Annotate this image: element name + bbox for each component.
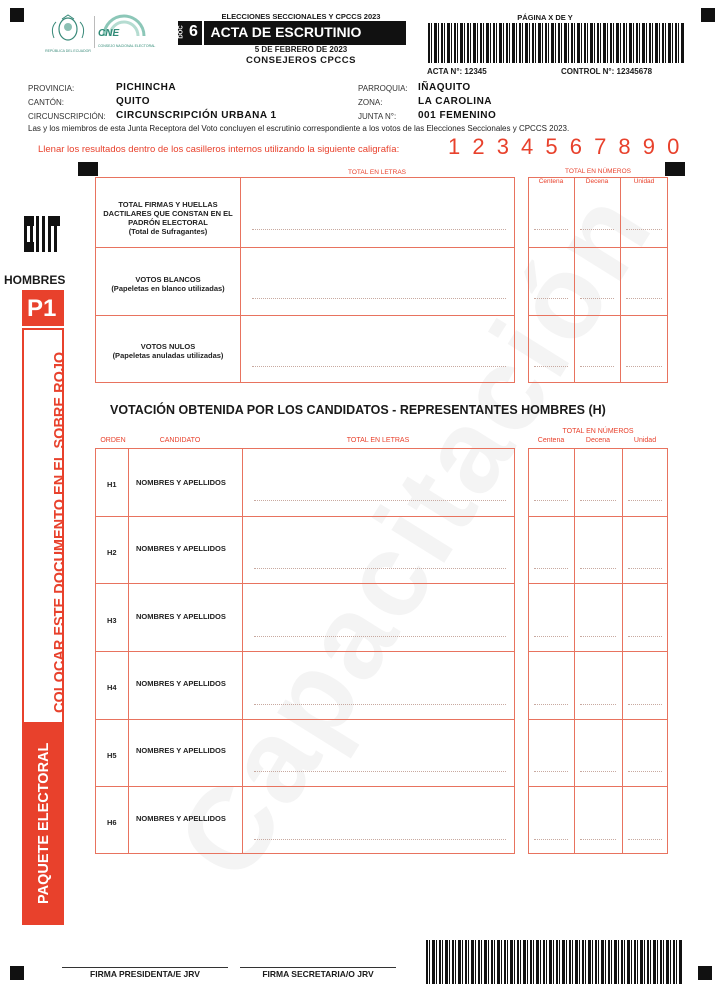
cne-logo xyxy=(98,14,156,52)
cand-order-h6: H6 xyxy=(107,818,117,827)
summary-divider xyxy=(240,177,241,383)
summary-row-subtitle: (Papeletas en blanco utilizadas) xyxy=(111,284,225,293)
calligraphy-digits: 1 2 3 4 5 6 7 8 9 0 xyxy=(448,134,683,159)
corner-marker-bottom-left xyxy=(10,966,24,980)
cand-decena-field-h1[interactable] xyxy=(580,500,616,501)
cand-name-h5: NOMBRES Y APELLIDOS xyxy=(136,746,226,755)
p1-badge xyxy=(22,290,64,326)
cand-unidad-field-h6[interactable] xyxy=(628,839,662,840)
blancos-unidad-field[interactable] xyxy=(626,298,662,299)
summary-decena-header: Decena xyxy=(585,178,609,185)
cand-centena-field-h5[interactable] xyxy=(534,771,568,772)
cand-num-row-line xyxy=(528,516,668,517)
summary-row-subtitle: (Papeletas anuladas utilizadas) xyxy=(112,351,224,360)
cand-name-h1: NOMBRES Y APELLIDOS xyxy=(136,478,226,487)
cand-order-h1: H1 xyxy=(107,480,117,489)
candidates-section-title: VOTACIÓN OBTENIDA POR LOS CANDIDATOS - REPRESENTANTES HOMBRES (H) xyxy=(110,403,606,417)
ecuador-logo-caption: REPÚBLICA DEL ECUADOR xyxy=(45,49,91,53)
summary-row-subtitle: (Total de Sufragantes) xyxy=(128,227,208,236)
calligraphy-instruction: Llenar los resultados dentro de los casilleros internos utilizando la siguiente caligrafía: xyxy=(38,144,400,155)
acta-number: ACTA N°: 12345 xyxy=(427,67,487,76)
sufragantes-centena-field[interactable] xyxy=(534,229,568,230)
blancos-decena-field[interactable] xyxy=(580,298,614,299)
summary-num-row-2 xyxy=(528,315,668,316)
dignity-title: CONSEJEROS CPCCS xyxy=(246,55,356,66)
junta-value: 001 FEMENINO xyxy=(418,110,497,121)
top-barcode xyxy=(428,23,685,63)
cand-decena-field-h2[interactable] xyxy=(580,568,616,569)
cne-logo-text: CNE xyxy=(98,28,120,39)
canton-label: CANTÓN: xyxy=(28,98,64,107)
summary-row-title: TOTAL FIRMAS Y HUELLAS DACTILARES QUE CONSTAN EN EL PADRÓN ELECTORAL xyxy=(103,200,233,227)
signature-line-secretaria[interactable] xyxy=(240,967,396,968)
corner-marker-bottom-right xyxy=(698,966,712,980)
doc-badge-label: DOC xyxy=(178,25,185,39)
cand-letras-field-h3[interactable] xyxy=(254,636,506,637)
circunscripcion-value: CIRCUNSCRIPCIÓN URBANA 1 xyxy=(116,110,277,121)
cand-name-h3: NOMBRES Y APELLIDOS xyxy=(136,612,226,621)
summary-numbers-table xyxy=(528,177,668,383)
ecuador-coat-of-arms-logo xyxy=(44,14,92,52)
nulos-unidad-field[interactable] xyxy=(626,366,662,367)
sobre-rojo-vertical-text: COLOCAR ESTE DOCUMENTO EN EL SOBRE ROJO xyxy=(52,351,68,713)
election-title: ELECCIONES SECCIONALES Y CPCCS 2023 xyxy=(221,12,381,21)
cand-total-letras-header: TOTAL EN LETRAS xyxy=(346,437,410,444)
cand-total-numeros-header: TOTAL EN NÚMEROS xyxy=(562,428,634,435)
circunscripcion-label: CIRCUNSCRIPCIÓN: xyxy=(28,112,106,121)
cand-candidato-header: CANDIDATO xyxy=(159,437,201,444)
page-indicator: PÁGINA X DE Y xyxy=(517,13,573,22)
cand-decena-field-h4[interactable] xyxy=(580,704,616,705)
qr-code xyxy=(24,216,60,252)
cand-centena-field-h6[interactable] xyxy=(534,839,568,840)
junta-label: JUNTA N°: xyxy=(358,112,397,121)
cand-name-h6: NOMBRES Y APELLIDOS xyxy=(136,814,226,823)
blancos-centena-field[interactable] xyxy=(534,298,568,299)
provincia-label: PROVINCIA: xyxy=(28,84,75,93)
sufragantes-unidad-field[interactable] xyxy=(626,229,662,230)
cand-name-h2: NOMBRES Y APELLIDOS xyxy=(136,544,226,553)
summary-row-line-1 xyxy=(95,247,515,248)
summary-row-total-sufragantes xyxy=(98,200,238,236)
cand-centena-field-h3[interactable] xyxy=(534,636,568,637)
signature-presidenta-label: FIRMA PRESIDENTA/E JRV xyxy=(90,969,200,979)
summary-row-title: VOTOS NULOS xyxy=(140,342,196,351)
cand-letras-field-h2[interactable] xyxy=(254,568,506,569)
summary-total-numeros-header: TOTAL EN NÚMEROS xyxy=(565,168,631,175)
cand-num-row-line xyxy=(528,786,668,787)
provincia-value: PICHINCHA xyxy=(116,82,177,93)
summary-black-tab-left xyxy=(78,162,98,176)
parroquia-label: PARROQUIA: xyxy=(358,84,408,93)
cand-letras-field-h6[interactable] xyxy=(254,839,506,840)
hombres-label: HOMBRES xyxy=(4,273,66,287)
zona-label: ZONA: xyxy=(358,98,383,107)
summary-total-letras-header: TOTAL EN LETRAS xyxy=(347,169,407,176)
cand-unidad-field-h2[interactable] xyxy=(628,568,662,569)
cand-row-line xyxy=(95,516,515,517)
summary-unidad-header: Unidad xyxy=(633,178,655,185)
sufragantes-decena-field[interactable] xyxy=(580,229,614,230)
cand-num-row-line xyxy=(528,583,668,584)
election-date: 5 DE FEBRERO DE 2023 xyxy=(254,45,348,54)
cand-letras-field-h4[interactable] xyxy=(254,704,506,705)
blancos-letras-field[interactable] xyxy=(252,298,506,299)
bottom-barcode xyxy=(426,940,682,984)
cand-order-h2: H2 xyxy=(107,548,117,557)
corner-marker-top-right xyxy=(701,8,715,22)
summary-row-votos-blancos xyxy=(98,275,238,293)
parroquia-value: IÑAQUITO xyxy=(418,82,471,93)
cand-row-line xyxy=(95,583,515,584)
p1-badge-text: P1 xyxy=(27,295,57,322)
summary-num-col-2 xyxy=(620,177,621,383)
cand-centena-field-h4[interactable] xyxy=(534,704,568,705)
summary-row-title: VOTOS BLANCOS xyxy=(135,275,201,284)
sufragantes-letras-field[interactable] xyxy=(252,229,506,230)
zona-value: LA CAROLINA xyxy=(418,96,493,107)
cand-row-line xyxy=(95,719,515,720)
cand-order-h4: H4 xyxy=(107,683,117,692)
cand-unidad-field-h5[interactable] xyxy=(628,771,662,772)
cand-num-row-line xyxy=(528,651,668,652)
control-number: CONTROL N°: 12345678 xyxy=(561,67,653,76)
cand-name-h4: NOMBRES Y APELLIDOS xyxy=(136,679,226,688)
cand-unidad-field-h3[interactable] xyxy=(628,636,662,637)
acta-title: ACTA DE ESCRUTINIO xyxy=(210,24,362,40)
summary-black-tab-right xyxy=(665,162,685,176)
cand-unidad-field-h1[interactable] xyxy=(628,500,662,501)
canton-value: QUITO xyxy=(116,96,150,107)
cand-centena-field-h1[interactable] xyxy=(534,500,568,501)
doc-badge-number: 6 xyxy=(189,23,198,40)
cand-centena-field-h2[interactable] xyxy=(534,568,568,569)
nulos-letras-field[interactable] xyxy=(252,366,506,367)
cand-decena-header: Decena xyxy=(585,437,611,444)
cand-decena-field-h3[interactable] xyxy=(580,636,616,637)
cand-orden-header: ORDEN xyxy=(100,437,126,444)
signature-line-presidenta[interactable] xyxy=(62,967,228,968)
nulos-decena-field[interactable] xyxy=(580,366,614,367)
cand-decena-field-h6[interactable] xyxy=(580,839,616,840)
summary-row-line-2 xyxy=(95,315,515,316)
logo-divider xyxy=(94,16,95,48)
summary-centena-header: Centena xyxy=(538,178,564,185)
doc-badge xyxy=(178,21,202,45)
signature-secretaria-label: FIRMA SECRETARIA/O JRV xyxy=(262,969,374,979)
cand-unidad-field-h4[interactable] xyxy=(628,704,662,705)
nulos-centena-field[interactable] xyxy=(534,366,568,367)
paquete-electoral-vertical-text: PAQUETE ELECTORAL xyxy=(36,742,52,904)
cand-row-line xyxy=(95,651,515,652)
summary-row-votos-nulos xyxy=(98,342,238,360)
cand-row-line xyxy=(95,786,515,787)
cand-decena-field-h5[interactable] xyxy=(580,771,616,772)
cand-letras-field-h5[interactable] xyxy=(254,771,506,772)
cand-order-h5: H5 xyxy=(107,751,117,760)
cand-letras-field-h1[interactable] xyxy=(254,500,506,501)
cand-unidad-header: Unidad xyxy=(633,437,657,444)
cand-order-h3: H3 xyxy=(107,616,117,625)
cand-centena-header: Centena xyxy=(537,437,565,444)
cne-logo-caption: CONSEJO NACIONAL ELECTORAL xyxy=(98,44,156,48)
intro-text: Las y los miembros de esta Junta Receptora del Voto concluyen el escrutinio correspondiente a los votos de las Elecciones Seccionales y CPCCS 2023. xyxy=(28,124,570,133)
summary-num-row-1 xyxy=(528,247,668,248)
cand-num-row-line xyxy=(528,719,668,720)
corner-marker-top-left xyxy=(10,8,24,22)
summary-num-col-1 xyxy=(574,177,575,383)
